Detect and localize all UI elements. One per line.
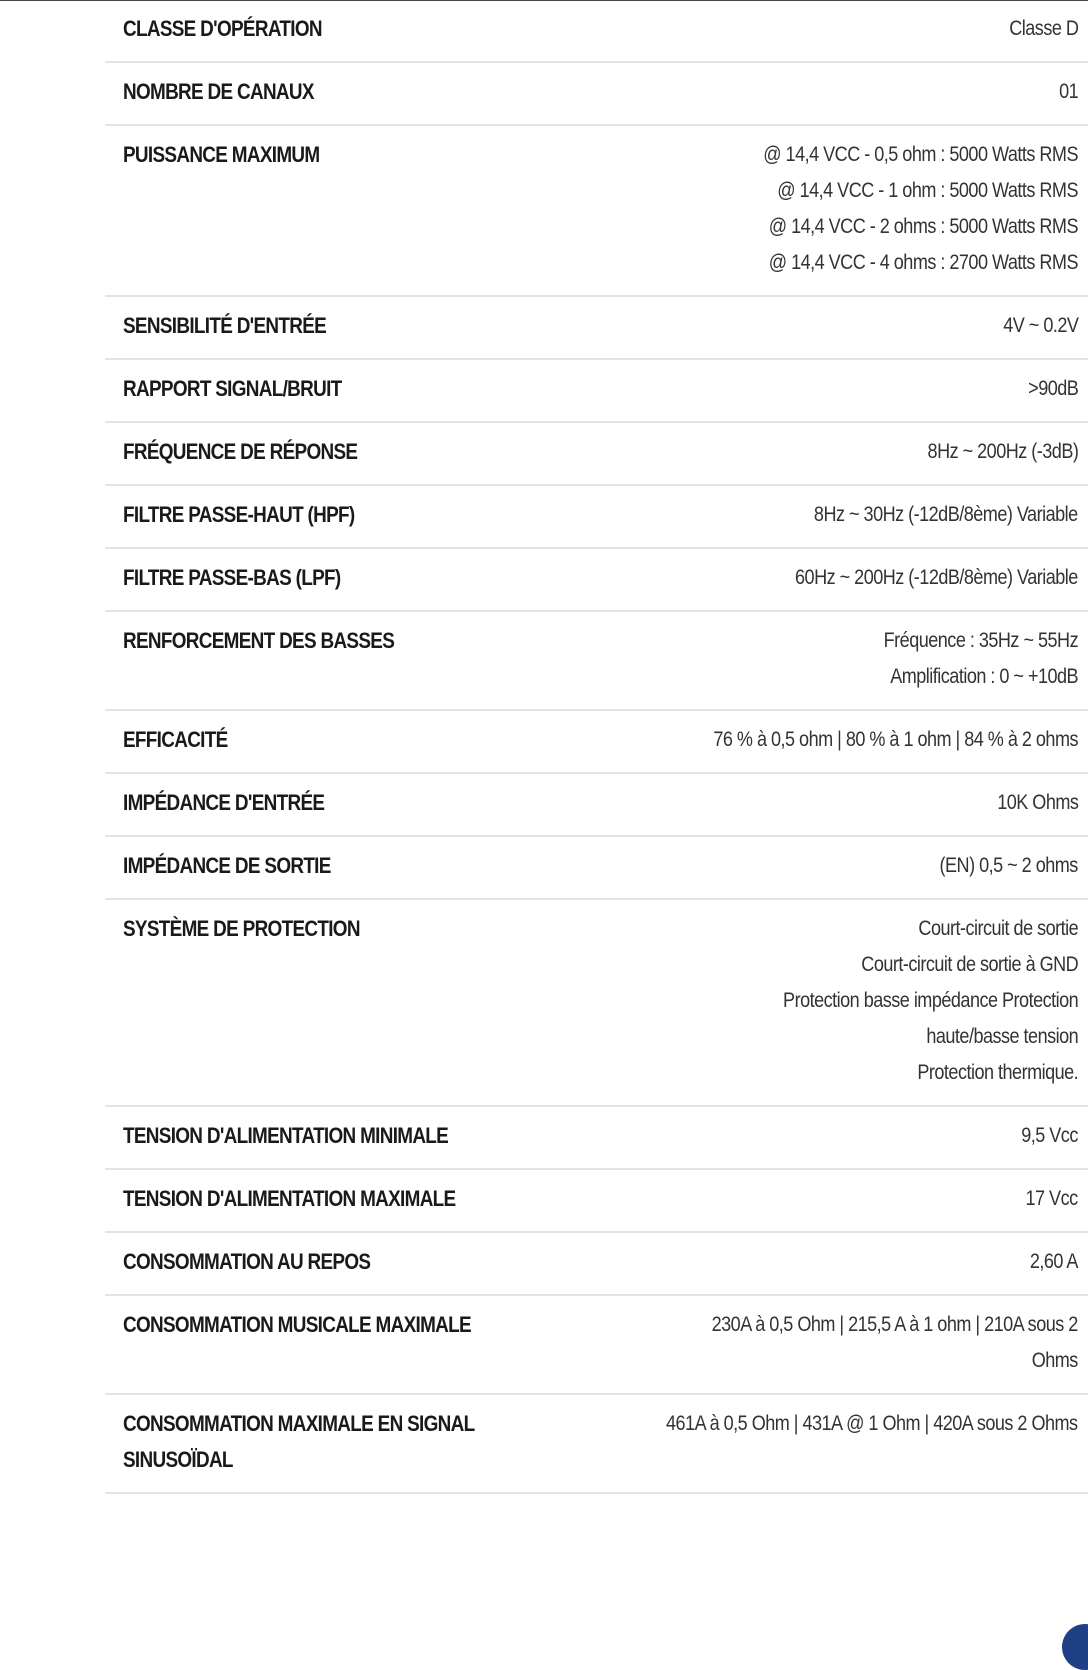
spec-row — [105, 612, 1088, 711]
spec-row — [105, 711, 1088, 774]
spec-label: RENFORCEMENT DES BASSES — [123, 628, 395, 653]
spec-row — [105, 1170, 1088, 1233]
spec-value — [1030, 1244, 1078, 1280]
spec-label: CLASSE D'OPÉRATION — [123, 16, 322, 41]
spec-value — [1009, 11, 1078, 47]
spec-value-line: 01 — [1058, 80, 1078, 103]
spec-label: CONSOMMATION MUSICALE MAXIMALE — [123, 1312, 471, 1337]
spec-value — [713, 722, 1078, 758]
spec-value — [783, 911, 1078, 1091]
spec-value-line: 461A à 0,5 Ohm | 431A @ 1 Ohm | 420A sous 2 Ohms — [666, 1412, 1078, 1435]
spec-row — [105, 0, 1088, 63]
spec-label: PUISSANCE MAXIMUM — [123, 142, 320, 167]
spec-label: EFFICACITÉ — [123, 727, 228, 752]
spec-label: CONSOMMATION AU REPOS — [123, 1249, 371, 1274]
spec-row — [105, 549, 1088, 612]
spec-value — [1026, 1181, 1078, 1217]
spec-value — [1059, 74, 1078, 110]
spec-label: FRÉQUENCE DE RÉPONSE — [123, 439, 358, 464]
spec-value-line: >90dB — [1027, 377, 1078, 400]
spec-label: RAPPORT SIGNAL/BRUIT — [123, 376, 342, 401]
spec-value-line: (EN) 0,5 ~ 2 ohms — [939, 854, 1078, 877]
spec-value-line: Amplification : 0 ~ +10dB — [890, 665, 1078, 688]
spec-value-line: 9,5 Vcc — [1021, 1124, 1078, 1147]
spec-row — [105, 1296, 1088, 1395]
spec-value-line: 76 % à 0,5 ohm | 80 % à 1 ohm | 84 % à 2 ohms — [713, 728, 1078, 751]
spec-row — [105, 297, 1088, 360]
spec-label: TENSION D'ALIMENTATION MINIMALE — [123, 1123, 449, 1148]
spec-value-line: 230A à 0,5 Ohm | 215,5 A à 1 ohm | 210A sous 2 — [711, 1313, 1078, 1336]
spec-value-line: Fréquence : 35Hz ~ 55Hz — [883, 629, 1078, 652]
spec-label: FILTRE PASSE-HAUT (HPF) — [123, 502, 355, 527]
spec-value-line: haute/basse tension — [926, 1025, 1078, 1048]
spec-value — [940, 848, 1078, 884]
spec-value — [1003, 308, 1078, 344]
spec-value-line: 8Hz ~ 30Hz (-12dB/8ème) Variable — [814, 503, 1078, 526]
spec-value-line: @ 14,4 VCC - 4 ohms : 2700 Watts RMS — [768, 251, 1078, 274]
spec-value — [1028, 371, 1078, 407]
spec-label: IMPÉDANCE DE SORTIE — [123, 853, 331, 878]
spec-label: IMPÉDANCE D'ENTRÉE — [123, 790, 325, 815]
spec-value-line: Protection thermique. — [917, 1061, 1078, 1084]
spec-value — [997, 785, 1078, 821]
spec-value-line: 60Hz ~ 200Hz (-12dB/8ème) Variable — [795, 566, 1078, 589]
spec-value-line: 4V ~ 0.2V — [1002, 314, 1078, 337]
spec-value-line: @ 14,4 VCC - 1 ohm : 5000 Watts RMS — [777, 179, 1078, 202]
spec-row — [105, 837, 1088, 900]
spec-row — [105, 126, 1088, 297]
spec-value-line: Protection basse impédance Protection — [782, 989, 1078, 1012]
spec-value-line: @ 14,4 VCC - 0,5 ohm : 5000 Watts RMS — [763, 143, 1078, 166]
spec-label: NOMBRE DE CANAUX — [123, 79, 314, 104]
spec-value-line: 10K Ohms — [996, 791, 1078, 814]
spec-label: FILTRE PASSE-BAS (LPF) — [123, 565, 341, 590]
spec-value-line: Ohms — [1031, 1349, 1078, 1372]
spec-row — [105, 774, 1088, 837]
spec-value-line: 2,60 A — [1029, 1250, 1078, 1273]
spec-value — [712, 1307, 1078, 1379]
spec-label: SYSTÈME DE PROTECTION — [123, 916, 360, 941]
spec-value-line: Court-circuit de sortie — [918, 917, 1078, 940]
spec-row — [105, 1395, 1088, 1494]
specifications-table — [105, 0, 1088, 1494]
spec-label: CONSOMMATION MAXIMALE EN SIGNAL SINUSOÏDAL — [123, 1411, 475, 1472]
spec-row — [105, 63, 1088, 126]
spec-value — [666, 1406, 1078, 1442]
spec-value — [1021, 1118, 1078, 1154]
spec-row — [105, 423, 1088, 486]
spec-value-line: @ 14,4 VCC - 2 ohms : 5000 Watts RMS — [768, 215, 1078, 238]
spec-value — [795, 560, 1078, 596]
spec-row — [105, 486, 1088, 549]
spec-value — [763, 137, 1078, 281]
spec-value-line: 17 Vcc — [1025, 1187, 1078, 1210]
spec-value-line: 8Hz ~ 200Hz (-3dB) — [927, 440, 1078, 463]
scroll-to-top-button[interactable] — [1062, 1624, 1088, 1670]
spec-value-line: Classe D — [1008, 17, 1078, 40]
spec-value — [814, 497, 1078, 533]
spec-value-line: Court-circuit de sortie à GND — [861, 953, 1078, 976]
spec-row — [105, 360, 1088, 423]
spec-row — [105, 900, 1088, 1107]
spec-row — [105, 1107, 1088, 1170]
spec-value — [927, 434, 1078, 470]
spec-label: SENSIBILITÉ D'ENTRÉE — [123, 313, 327, 338]
spec-value — [884, 623, 1078, 695]
spec-label: TENSION D'ALIMENTATION MAXIMALE — [123, 1186, 456, 1211]
spec-row — [105, 1233, 1088, 1296]
